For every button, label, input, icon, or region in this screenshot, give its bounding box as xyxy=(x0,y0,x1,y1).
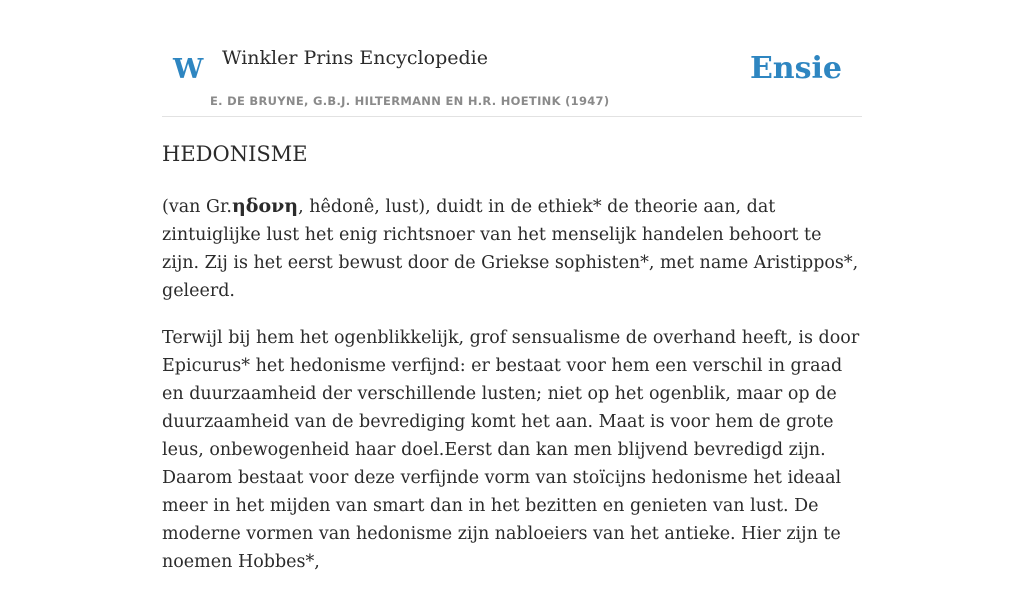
article-title: HEDONISME xyxy=(162,142,308,166)
article-paragraph-2: Terwijl bij hem het ogenblikkelijk, grof sensualisme de overhand heeft, is door Epicurus* het hedonisme verfijnd: er bestaat voor hem een verschil in graad en duurzaamheid der verschillende lusten; niet op het ogenblik, maar op de duurzaamheid van de bevrediging komt het aan. Maat is voor hem de grote leus, onbewogenheid haar doel.Eerst dan kan men blijvend bevredigd zijn. Daarom bestaat voor deze verfijnde vorm van stoïcijns hedonisme het ideaal meer in het mijden van smart dan in het bezitten en genieten van lust. De moderne vormen van hedonisme zijn nabloeiers van het antieke. Hier zijn te noemen Hobbes*, xyxy=(162,328,860,572)
ensie-logo[interactable]: Ensie xyxy=(749,51,842,86)
article-paragraph-1 xyxy=(162,192,862,305)
site-header xyxy=(162,40,862,117)
site-title[interactable]: Winkler Prins Encyclopedie xyxy=(222,47,488,69)
p1-prefix: (van Gr. xyxy=(162,197,232,217)
greek-term: ηδονη xyxy=(231,195,299,217)
p1-rest: , hêdonê, lust), duidt in de ethiek* de theorie aan, dat zintuiglijke lust het enig richtsnoer van het menselijk handelen behoort te zijn. Zij is het eerst bewust door de Griekse sophisten*, met name Aristippos*, geleerd. xyxy=(162,197,859,301)
authors-line: E. DE BRUYNE, G.B.J. HILTERMANN EN H.R. HOETINK (1947) xyxy=(210,94,610,108)
winkler-prins-logo[interactable]: W xyxy=(173,54,204,85)
article xyxy=(162,138,862,595)
